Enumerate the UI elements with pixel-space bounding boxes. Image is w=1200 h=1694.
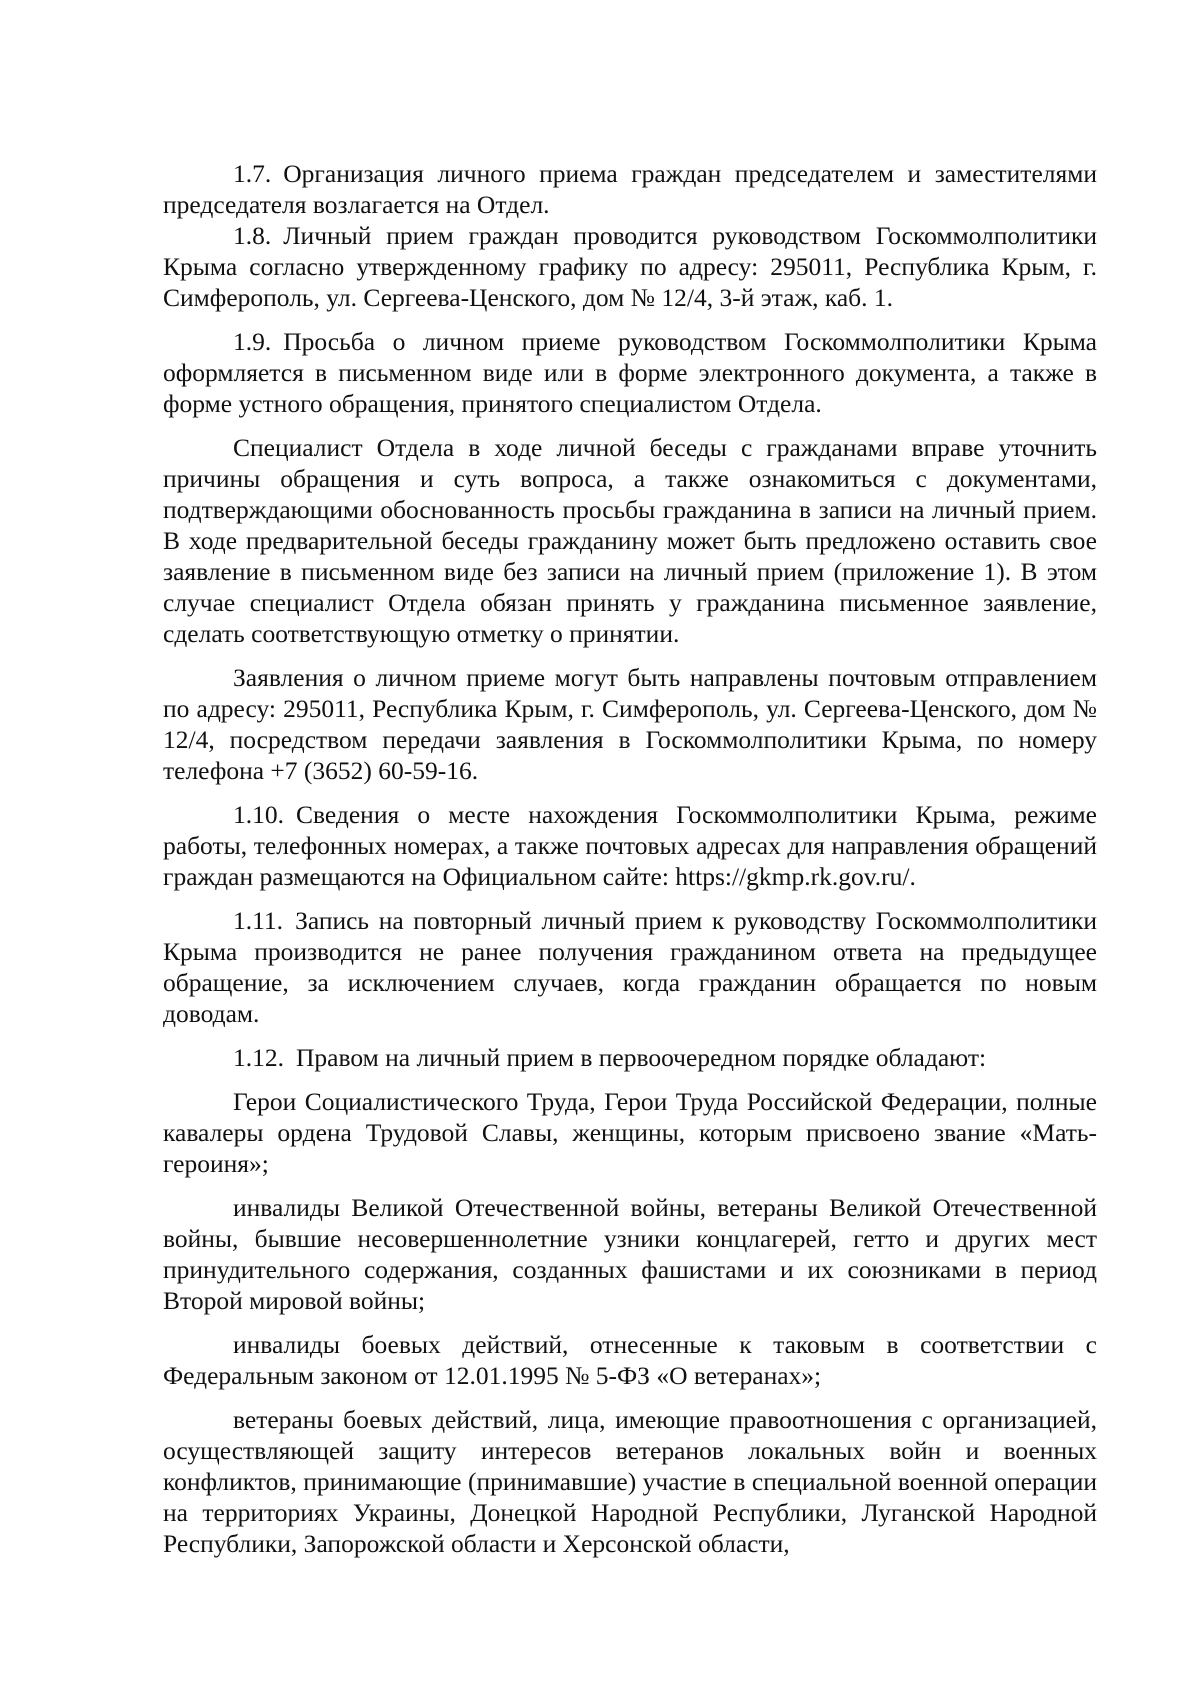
paragraph-1-9 <box>163 326 1097 419</box>
paragraph-text: Специалист Отдела в ходе личной беседы с гражданами вправе уточнить причины обращения и суть вопроса, а также ознакомиться с документами, подтверждающими обоснованность просьбы гражданина в записи на личный прием. В ходе предварительной беседы гражданину может быть предложено оставить свое заявление в письменном виде без записи на личный прием (приложение 1). В этом случае специалист Отдела обязан принять у гражданина письменное заявление, сделать соответствующую отметку о принятии. <box>163 433 1097 648</box>
paragraph-applications <box>163 662 1097 786</box>
paragraph-text: Сведения о месте нахождения Госкоммолполитики Крыма, режиме работы, телефонных номерах, а также почтовых адресах для направления обращений граждан размещаются на Официальном сайте: https://gkmp.rk.gov.ru/. <box>163 800 1097 891</box>
paragraph-wwii-invalids <box>163 1192 1097 1316</box>
paragraph-1-11 <box>163 905 1097 1029</box>
paragraph-1-12 <box>163 1042 1097 1073</box>
paragraph-number: 1.11. <box>233 906 284 935</box>
paragraph-combat-veterans <box>163 1404 1097 1559</box>
paragraph-text: Герои Социалистического Труда, Герои Труда Российской Федерации, полные кавалеры ордена Трудовой Славы, женщины, которым присвоено звание «Мать-героиня»; <box>163 1087 1097 1178</box>
paragraph-specialist <box>163 432 1097 649</box>
paragraph-text: Правом на личный прием в первоочередном порядке обладают: <box>296 1043 987 1072</box>
paragraph-number: 1.9. <box>233 327 272 356</box>
paragraph-text: Просьба о личном приеме руководством Госкоммолполитики Крыма оформляется в письменном виде или в форме электронного документа, а также в форме устного обращения, принятого специалистом Отдела. <box>163 327 1097 418</box>
paragraph-1-10 <box>163 799 1097 892</box>
paragraph-combat-invalids <box>163 1329 1097 1391</box>
document-body <box>163 158 1097 1559</box>
paragraph-number: 1.10. <box>233 800 284 829</box>
paragraph-heroes <box>163 1086 1097 1179</box>
paragraph-text: Организация личного приема граждан председателем и заместителями председателя возлагается на Отдел. <box>163 159 1097 219</box>
paragraph-number: 1.8. <box>233 221 272 250</box>
paragraph-1-7 <box>163 158 1097 220</box>
paragraph-text: инвалиды Великой Отечественной войны, ветераны Великой Отечественной войны, бывшие несовершеннолетние узники концлагерей, гетто и других мест принудительного содержания, созданных фашистами и их союзниками в период Второй мировой войны; <box>163 1193 1097 1315</box>
paragraph-text: Заявления о личном приеме могут быть направлены почтовым отправлением по адресу: 295011, Республика Крым, г. Симферополь, ул. Сергеева-Ценского, дом № 12/4, посредством передачи заявления в Госкоммолполитики Крыма, по номеру телефона +7 (3652) 60-59-16. <box>163 663 1097 785</box>
paragraph-text: Личный прием граждан проводится руководством Госкоммолполитики Крыма согласно утвержденному графику по адресу: 295011, Республика Крым, г. Симферополь, ул. Сергеева-Ценского, дом № 12/4, 3-й этаж, каб. 1. <box>163 221 1097 312</box>
paragraph-number: 1.12. <box>233 1043 284 1072</box>
paragraph-text: ветераны боевых действий, лица, имеющие правоотношения с организацией, осуществляющей защиту интересов ветеранов локальных войн и военных конфликтов, принимающие (принимавшие) участие в специальной военной операции на территориях Украины, Донецкой Народной Республики, Луганской Народной Республики, Запорожской области и Херсонской области, <box>163 1405 1097 1558</box>
paragraph-text: инвалиды боевых действий, отнесенные к таковым в соответствии с Федеральным законом от 12.01.1995 № 5-ФЗ «О ветеранах»; <box>163 1330 1097 1390</box>
paragraph-number: 1.7. <box>233 159 272 188</box>
paragraph-1-8 <box>163 220 1097 313</box>
paragraph-text: Запись на повторный личный прием к руководству Госкоммолполитики Крыма производится не ранее получения гражданином ответа на предыдущее обращение, за исключением случаев, когда гражданин обращается по новым доводам. <box>163 906 1097 1028</box>
